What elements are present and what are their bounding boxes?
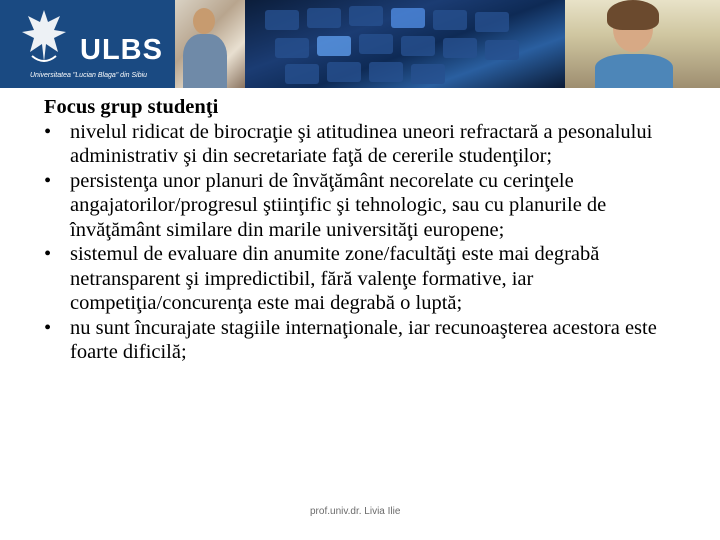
footer-author: prof.univ.dr. Livia Ilie xyxy=(310,506,401,517)
list-item xyxy=(44,169,684,243)
bullet-marker: • xyxy=(44,120,52,143)
list-item xyxy=(44,120,684,169)
banner-photo-professor xyxy=(565,0,720,88)
bullet-marker: • xyxy=(44,243,52,265)
header-banner xyxy=(0,0,720,88)
list-item xyxy=(44,242,684,316)
eagle-crest-icon xyxy=(18,6,70,68)
university-logo xyxy=(0,0,175,88)
bullet-list xyxy=(44,120,684,365)
logo-wordmark: ULBS xyxy=(80,34,163,66)
bullet-text: nivelul ridicat de birocraţie şi atitudinea uneori refractară a pesonalului administrativ şi din secretariate faţă de cererile studenţilor; xyxy=(70,120,653,167)
logo-subtitle: Universitatea "Lucian Blaga" din Sibiu xyxy=(30,72,148,79)
bullet-marker: • xyxy=(44,316,52,339)
slide-content xyxy=(44,95,684,365)
list-item xyxy=(44,316,684,365)
bullet-text: sistemul de evaluare din anumite zone/facultăţi este mai degrabă netransparent şi impredictibil, fără valenţe formative, iar competiţia/concurenţa este mai degrabă o luptă; xyxy=(70,243,600,314)
bullet-text: persistenţa unor planuri de învăţământ necorelate cu cerinţele angajatorilor/progresul ştiinţific şi tehnologic, sau cu planurile de învăţământ similare din marile universităţi europene; xyxy=(70,169,607,241)
bullet-text: nu sunt încurajate stagiile internaţionale, iar recunoaşterea acestora este foarte dificilă; xyxy=(70,316,657,363)
slide-heading: Focus grup studenţi xyxy=(44,96,219,118)
banner-photo-student xyxy=(175,0,245,88)
bullet-marker: • xyxy=(44,169,52,192)
banner-photo-keyboard xyxy=(245,0,565,88)
